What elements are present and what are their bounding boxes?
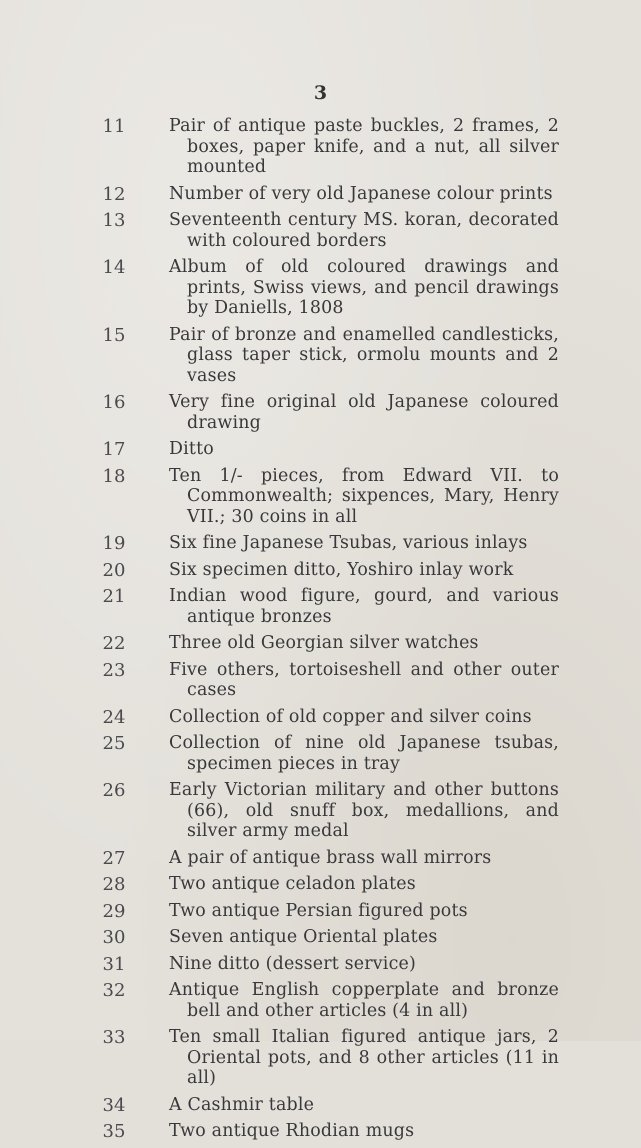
lot-description: Nine ditto (dessert service) [169, 953, 416, 974]
lot-description: Album of old coloured drawings and prints, Swiss views, and pencil drawings by Daniells, 1808 [169, 257, 559, 318]
lot-number: 27 [102, 847, 126, 869]
lot-description: A pair of antique brass wall mirrors [169, 847, 492, 868]
lot-entry [0, 901, 641, 922]
lot-number: 26 [102, 780, 126, 801]
lot-description: Very fine original old Japanese coloured drawing [169, 392, 559, 433]
lot-entry [0, 184, 641, 205]
lot-number: 20 [102, 559, 126, 581]
lot-entry [0, 1121, 641, 1142]
lot-number: 33 [102, 1027, 126, 1048]
lot-entry [0, 633, 641, 654]
lot-entry [0, 1027, 641, 1089]
lot-number: 28 [102, 874, 126, 895]
lot-number: 35 [102, 1121, 126, 1142]
lot-description: Two antique Rhodian mugs [169, 1121, 415, 1141]
lot-number: 15 [102, 324, 126, 346]
lot-number: 17 [102, 439, 126, 460]
lot-description: Five others, tortoiseshell and other outer cases [169, 659, 559, 700]
lot-entry [0, 116, 641, 178]
page-number: 3 [313, 82, 328, 104]
lot-entry [0, 848, 641, 869]
lot-entry [0, 257, 641, 319]
lot-description: Pair of antique paste buckles, 2 frames, 2 boxes, paper knife, and a nut, all silver mounted [169, 116, 559, 177]
lot-number: 18 [102, 465, 126, 487]
lot-description: Two antique celadon plates [169, 874, 416, 894]
lot-entry [0, 560, 641, 581]
lot-description: Collection of nine old Japanese tsubas, specimen pieces in tray [169, 733, 559, 774]
lot-entry [0, 927, 641, 948]
lot-description: A Cashmir table [169, 1094, 315, 1115]
lot-number: 16 [102, 392, 126, 413]
lot-entry [0, 954, 641, 975]
lot-description: Indian wood figure, gourd, and various antique bronzes [169, 586, 559, 627]
lot-number: 29 [102, 900, 126, 922]
lot-number: 14 [102, 257, 126, 278]
lot-number: 34 [102, 1094, 126, 1116]
lot-description: Collection of old copper and silver coins [169, 706, 532, 727]
lot-number: 11 [102, 116, 126, 137]
lot-entry [0, 586, 641, 627]
lot-number: 23 [102, 659, 126, 681]
lot-number: 19 [102, 533, 126, 554]
lot-number: 30 [102, 927, 126, 948]
lot-entry [0, 660, 641, 701]
lot-number: 32 [102, 980, 126, 1001]
lot-number: 22 [102, 633, 126, 654]
lot-number: 13 [102, 210, 126, 231]
lot-description: Two antique Persian figured pots [169, 900, 468, 921]
lot-description: Ten small Italian figured antique jars, 2 Oriental pots, and 8 other articles (11 in all) [169, 1027, 559, 1088]
lot-description: Three old Georgian silver watches [169, 633, 479, 653]
lot-entry [0, 733, 641, 774]
lot-list [0, 116, 641, 1148]
lot-entry [0, 1095, 641, 1116]
lot-number: 31 [102, 953, 126, 975]
lot-description: Six fine Japanese Tsubas, various inlays [169, 533, 528, 553]
lot-entry [0, 325, 641, 387]
lot-number: 21 [102, 586, 126, 607]
lot-entry [0, 210, 641, 251]
lot-description: Ten 1/- pieces, from Edward VII. to Commonwealth; sixpences, Mary, Henry VII.; 30 coins in all [169, 465, 559, 527]
lot-number: 25 [102, 733, 126, 754]
lot-entry [0, 439, 641, 460]
lot-entry [0, 707, 641, 728]
lot-entry [0, 466, 641, 528]
lot-number: 12 [102, 183, 126, 205]
lot-entry [0, 533, 641, 554]
lot-description: Seventeenth century MS. koran, decorated with coloured borders [169, 210, 559, 251]
lot-entry [0, 392, 641, 433]
lot-entry [0, 980, 641, 1021]
lot-description: Early Victorian military and other buttons (66), old snuff box, medallions, and silver army medal [169, 780, 559, 841]
lot-description: Pair of bronze and enamelled candlesticks, glass taper stick, ormolu mounts and 2 vases [169, 324, 559, 386]
lot-description: Ditto [169, 439, 214, 459]
lot-entry [0, 780, 641, 842]
lot-description: Six specimen ditto, Yoshiro inlay work [169, 559, 514, 580]
lot-description: Antique English copperplate and bronze bell and other articles (4 in all) [169, 980, 559, 1021]
lot-description: Seven antique Oriental plates [169, 927, 438, 947]
lot-description: Number of very old Japanese colour prints [169, 183, 553, 204]
lot-number: 24 [102, 706, 126, 728]
lot-entry [0, 874, 641, 895]
